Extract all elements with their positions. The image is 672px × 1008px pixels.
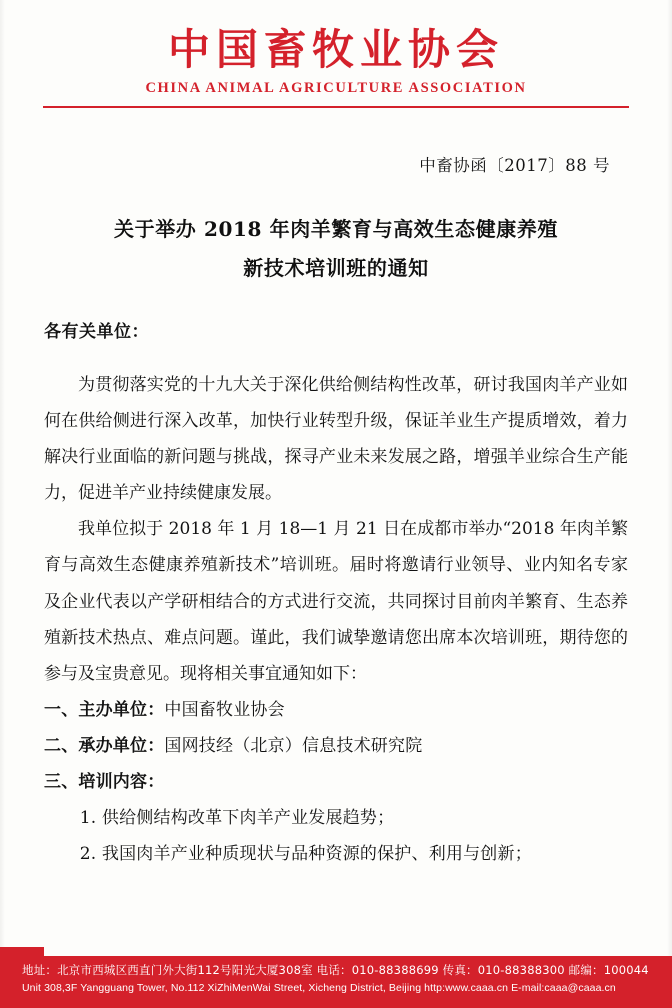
list-item: 2. 我国肉羊产业种质现状与品种资源的保护、利用与创新；: [79, 843, 532, 864]
page-title: [0, 210, 672, 288]
title-line-1: 关于举办 2018 年肉羊繁育与高效生态健康养殖: [114, 217, 558, 242]
item-value-2: 国网技经（北京）信息技术研究院: [164, 735, 423, 756]
page-edge-right: [667, 0, 672, 1008]
list-item: [44, 728, 628, 764]
item-label-3: 三、培训内容：: [44, 771, 165, 792]
list-item: [44, 764, 628, 800]
footer-contact-chinese: 地址：北京市西城区西直门外大街112号阳光大厦308室 电话：010-88388699 传真：010-88388300 邮编：100044: [22, 963, 649, 977]
list-item: 1. 供给侧结构改革下肉羊产业发展趋势；: [79, 807, 395, 828]
item-label-2: 二、承办单位：: [44, 735, 165, 756]
item-label-1: 一、主办单位：: [44, 699, 165, 720]
document-number: 中畜协函〔2017〕88 号: [419, 156, 610, 176]
paragraph-1: 为贯彻落实党的十九大关于深化供给侧结构性改革，研讨我国肉羊产业如何在供给侧进行深入改革，加快行业转型升级，保证羊业生产提质增效，着力解决行业面临的新问题与挑战，探寻产业未来发展之路，增强羊业综合生产能力，促进羊产业持续健康发展。: [44, 375, 628, 504]
title-line-2: 新技术培训班的通知: [243, 256, 429, 281]
letterhead-rule: [43, 106, 629, 108]
page-edge-left: [0, 0, 5, 1008]
letterhead: [0, 0, 672, 108]
footer-tab: [0, 947, 44, 956]
footer-band: [0, 956, 672, 1008]
organization-name-chinese: 中国畜牧业协会: [167, 25, 504, 74]
item-value-1: 中国畜牧业协会: [164, 699, 285, 720]
organization-name-english: CHINA ANIMAL AGRICULTURE ASSOCIATION: [145, 80, 527, 97]
document-body: [0, 314, 672, 871]
list-item: [44, 692, 628, 728]
salutation: 各有关单位：: [44, 322, 149, 343]
footer-contact-english: Unit 308,3F Yangguang Tower, No.112 XiZhiMenWai Street, Xicheng District, Beijing http:www.caaa.cn E-mail:caaa@caaa.cn: [22, 982, 616, 995]
paragraph-2: 我单位拟于 2018 年 1 月 18—1 月 21 日在成都市举办“2018 年肉羊繁育与高效生态健康养殖新技术”培训班。届时将邀请行业领导、业内知名专家及企业代表以产学研相结合的方式进行交流，共同探讨目前肉羊繁育、生态养殖新技术热点、难点问题。谨此，我们诚挚邀请您出席本次培训班，期待您的参与及宝贵意见。现将相关事宜通知如下：: [44, 519, 628, 684]
